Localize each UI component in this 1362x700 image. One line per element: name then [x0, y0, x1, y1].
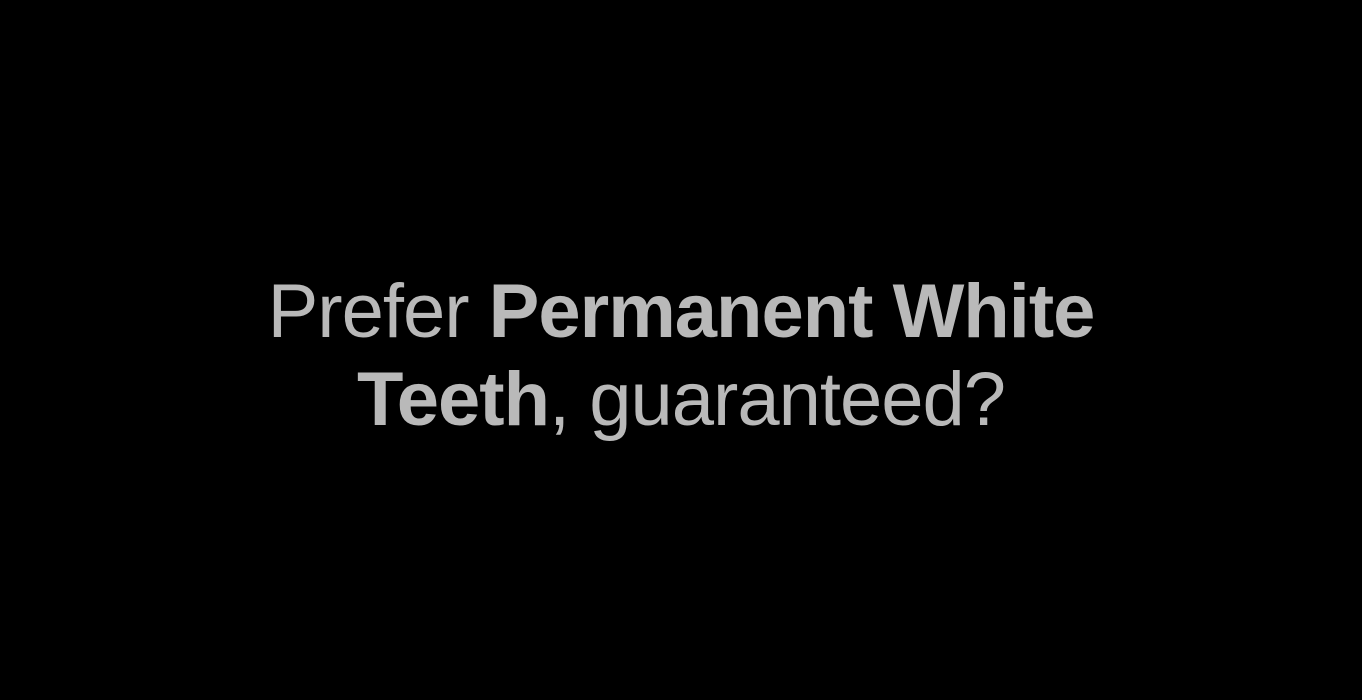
headline-suffix: , guaranteed?	[549, 357, 1006, 442]
headline-emphasis-2: Teeth	[356, 357, 549, 442]
headline-emphasis-1: Permanent White	[488, 269, 1095, 354]
headline-line-1	[0, 268, 1362, 356]
headline-prefix: Prefer	[267, 269, 489, 354]
headline-line-2	[0, 356, 1362, 444]
headline	[0, 268, 1362, 444]
